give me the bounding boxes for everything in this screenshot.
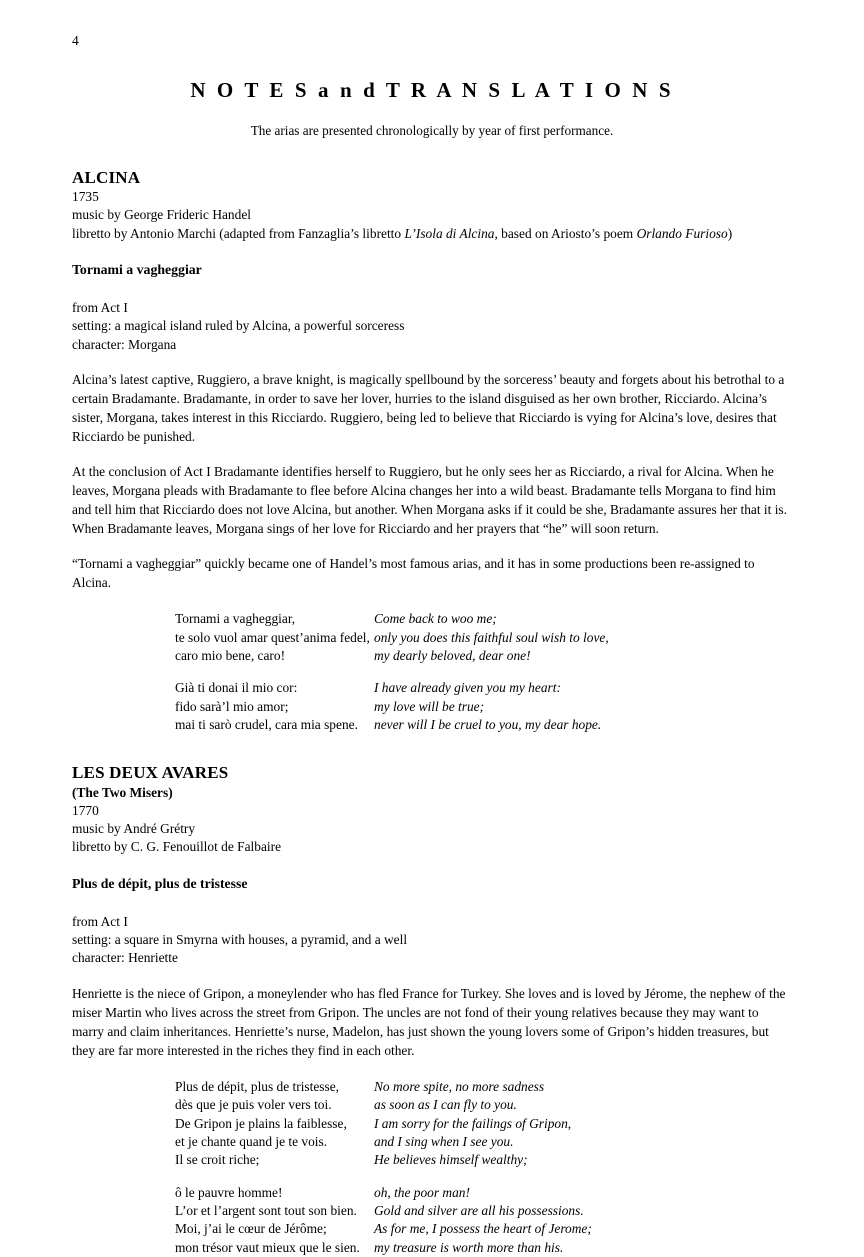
- work-music-credit: music by George Frideric Handel: [72, 207, 251, 223]
- work-subtitle: (The Two Misers): [72, 784, 173, 800]
- aria-title: Plus de dépit, plus de tristesse: [72, 875, 248, 891]
- page-title: N O T E S a n d T R A N S L A T I O N S: [190, 77, 674, 102]
- libretto-credit-suffix: ): [727, 225, 733, 241]
- lyric-line: Il se croit riche;: [175, 1152, 260, 1168]
- lyric-line: Tornami a vagheggiar,: [175, 611, 296, 627]
- aria-meta-act: from Act I: [72, 913, 128, 929]
- libretto-source-title: L’Isola di Alcina: [404, 225, 495, 241]
- lyric-line: my treasure is worth more than his.: [374, 1239, 564, 1255]
- lyric-line: my love will be true;: [374, 698, 485, 714]
- page-number: 4: [72, 33, 79, 48]
- lyric-line: fido sarà’l mio amor;: [175, 698, 289, 714]
- lyric-line: ô le pauvre homme!: [175, 1184, 283, 1200]
- lyric-line: oh, the poor man!: [374, 1184, 470, 1200]
- stanza-row: [72, 679, 792, 734]
- section-divider: [72, 734, 792, 762]
- lyric-line: caro mio bene, caro!: [175, 647, 286, 663]
- lyric-line: as soon as I can fly to you.: [374, 1097, 517, 1113]
- stanza-translation: [374, 679, 792, 734]
- stanza-original: [72, 679, 374, 734]
- lyric-line: De Gripon je plains la faiblesse,: [175, 1115, 347, 1131]
- work-libretto-credit: [72, 225, 792, 243]
- stanza-translation: [374, 610, 792, 665]
- aria-meta-setting: setting: a magical island ruled by Alcina, a powerful sorceress: [72, 318, 405, 334]
- aria-lyrics: [72, 610, 792, 734]
- lyric-line: never will I be cruel to you, my dear hope.: [374, 716, 602, 732]
- lyric-line: He believes himself wealthy;: [374, 1152, 528, 1168]
- stanza-row: [72, 610, 792, 665]
- stanza-row: [72, 1078, 792, 1170]
- work-title: ALCINA: [72, 167, 141, 187]
- aria-meta-act: from Act I: [72, 299, 128, 315]
- work-libretto-credit: libretto by C. G. Fenouillot de Falbaire: [72, 839, 282, 855]
- aria-meta-block: [72, 913, 792, 968]
- lyric-line: et je chante quand je te vois.: [175, 1133, 328, 1149]
- synopsis-paragraph: Henriette is the niece of Gripon, a moneylender who has fled France for Turkey. She loves and is loved by Jérome, the nephew of the miser Martin who lives across the street from Gripon. The uncles are not fond of their young relatives because they may want to marry and claim inheritances. Henriette’s nurse, Madelon, has just shown the young lovers some of Gripon’s hidden treasures, but they are far more interested in the riches they find in each other.: [72, 985, 786, 1058]
- page-content: [72, 34, 792, 1257]
- lyric-line: As for me, I possess the heart of Jerome;: [374, 1221, 592, 1237]
- aria-meta-character: character: Henriette: [72, 950, 178, 966]
- aria-lyrics: [72, 1078, 792, 1257]
- lyric-line: L’or et l’argent sont tout son bien.: [175, 1203, 357, 1219]
- work-year: 1770: [72, 802, 99, 818]
- work-title: LES DEUX AVARES: [72, 763, 229, 783]
- stanza-translation: [374, 1078, 792, 1170]
- lyric-line: mai ti sarò crudel, cara mia spene.: [175, 716, 358, 732]
- work-year: 1735: [72, 188, 99, 204]
- aria-meta-block: [72, 299, 792, 354]
- lyric-line: te solo vuol amar quest’anima fedel,: [175, 629, 370, 645]
- page-subtitle: The arias are presented chronologically by year of first performance.: [250, 122, 614, 138]
- lyric-line: only you does this faithful soul wish to love,: [374, 629, 609, 645]
- stanza-original: [72, 610, 374, 665]
- work-music-credit: music by André Grétry: [72, 821, 196, 837]
- lyric-line: Plus de dépit, plus de tristesse,: [175, 1078, 340, 1094]
- lyric-line: Già ti donai il mio cor:: [175, 680, 298, 696]
- lyric-line: I am sorry for the failings of Gripon,: [374, 1115, 572, 1131]
- lyric-line: No more spite, no more sadness: [374, 1078, 545, 1094]
- stanza-translation: [374, 1184, 792, 1257]
- stanza-original: [72, 1184, 374, 1257]
- lyric-line: dès que je puis voler vers toi.: [175, 1097, 332, 1113]
- stanza-row: [72, 1184, 792, 1257]
- synopsis-paragraph: Alcina’s latest captive, Ruggiero, a brave knight, is magically spellbound by the sorceress’ beauty and forgets about his betrothal to a certain Bradamante. Bradamante, in order to save her lover, hurries to the island disguised as her own brother, Ricciardo. Alcina’s sister, Morgana, takes interest in this Ricciardo. Ruggiero, being led to believe that Ricciardo is vying for Alcina’s love, desires that Ricciardo be punished.: [72, 371, 785, 444]
- work-section-alcina: [72, 167, 792, 735]
- libretto-credit-middle: , based on Ariosto’s poem: [494, 225, 637, 241]
- libretto-credit-prefix: libretto by Antonio Marchi (adapted from Fanzaglia’s libretto: [72, 225, 405, 241]
- lyric-line: Moi, j’ai le cœur de Jérôme;: [175, 1221, 327, 1237]
- stanza-original: [72, 1078, 374, 1170]
- aria-meta-setting: setting: a square in Smyrna with houses, a pyramid, and a well: [72, 932, 408, 948]
- work-section-les-deux-avares: [72, 762, 792, 1257]
- lyric-line: my dearly beloved, dear one!: [374, 647, 531, 663]
- synopsis-paragraph: At the conclusion of Act I Bradamante identifies herself to Ruggiero, but he only sees her as Ricciardo, a rival for Alcina. When he leaves, Morgana pleads with Bradamante to flee before Alcina changes her into a wild beast. Bradamante tells Morgana to find him and tell him that Ricciardo does not love Alcina, but another. When Morgana asks if it could be she, Bradamante assures her that it is. When Bradamante leaves, Morgana sings of her love for Ricciardo and her prayers that “he” will soon return.: [72, 463, 787, 537]
- lyric-line: and I sing when I see you.: [374, 1133, 514, 1149]
- synopsis-paragraph: “Tornami a vagheggiar” quickly became one of Handel’s most famous arias, and it has in some productions been re-assigned to Alcina.: [72, 556, 755, 591]
- aria-meta-character: character: Morgana: [72, 336, 177, 352]
- aria-title: Tornami a vagheggiar: [72, 261, 202, 277]
- lyric-line: I have already given you my heart:: [374, 680, 561, 696]
- libretto-poem-title: Orlando Furioso: [636, 225, 728, 241]
- lyric-line: Come back to woo me;: [374, 611, 497, 627]
- lyric-line: Gold and silver are all his possessions.: [374, 1203, 584, 1219]
- lyric-line: mon trésor vaut mieux que le sien.: [175, 1239, 360, 1255]
